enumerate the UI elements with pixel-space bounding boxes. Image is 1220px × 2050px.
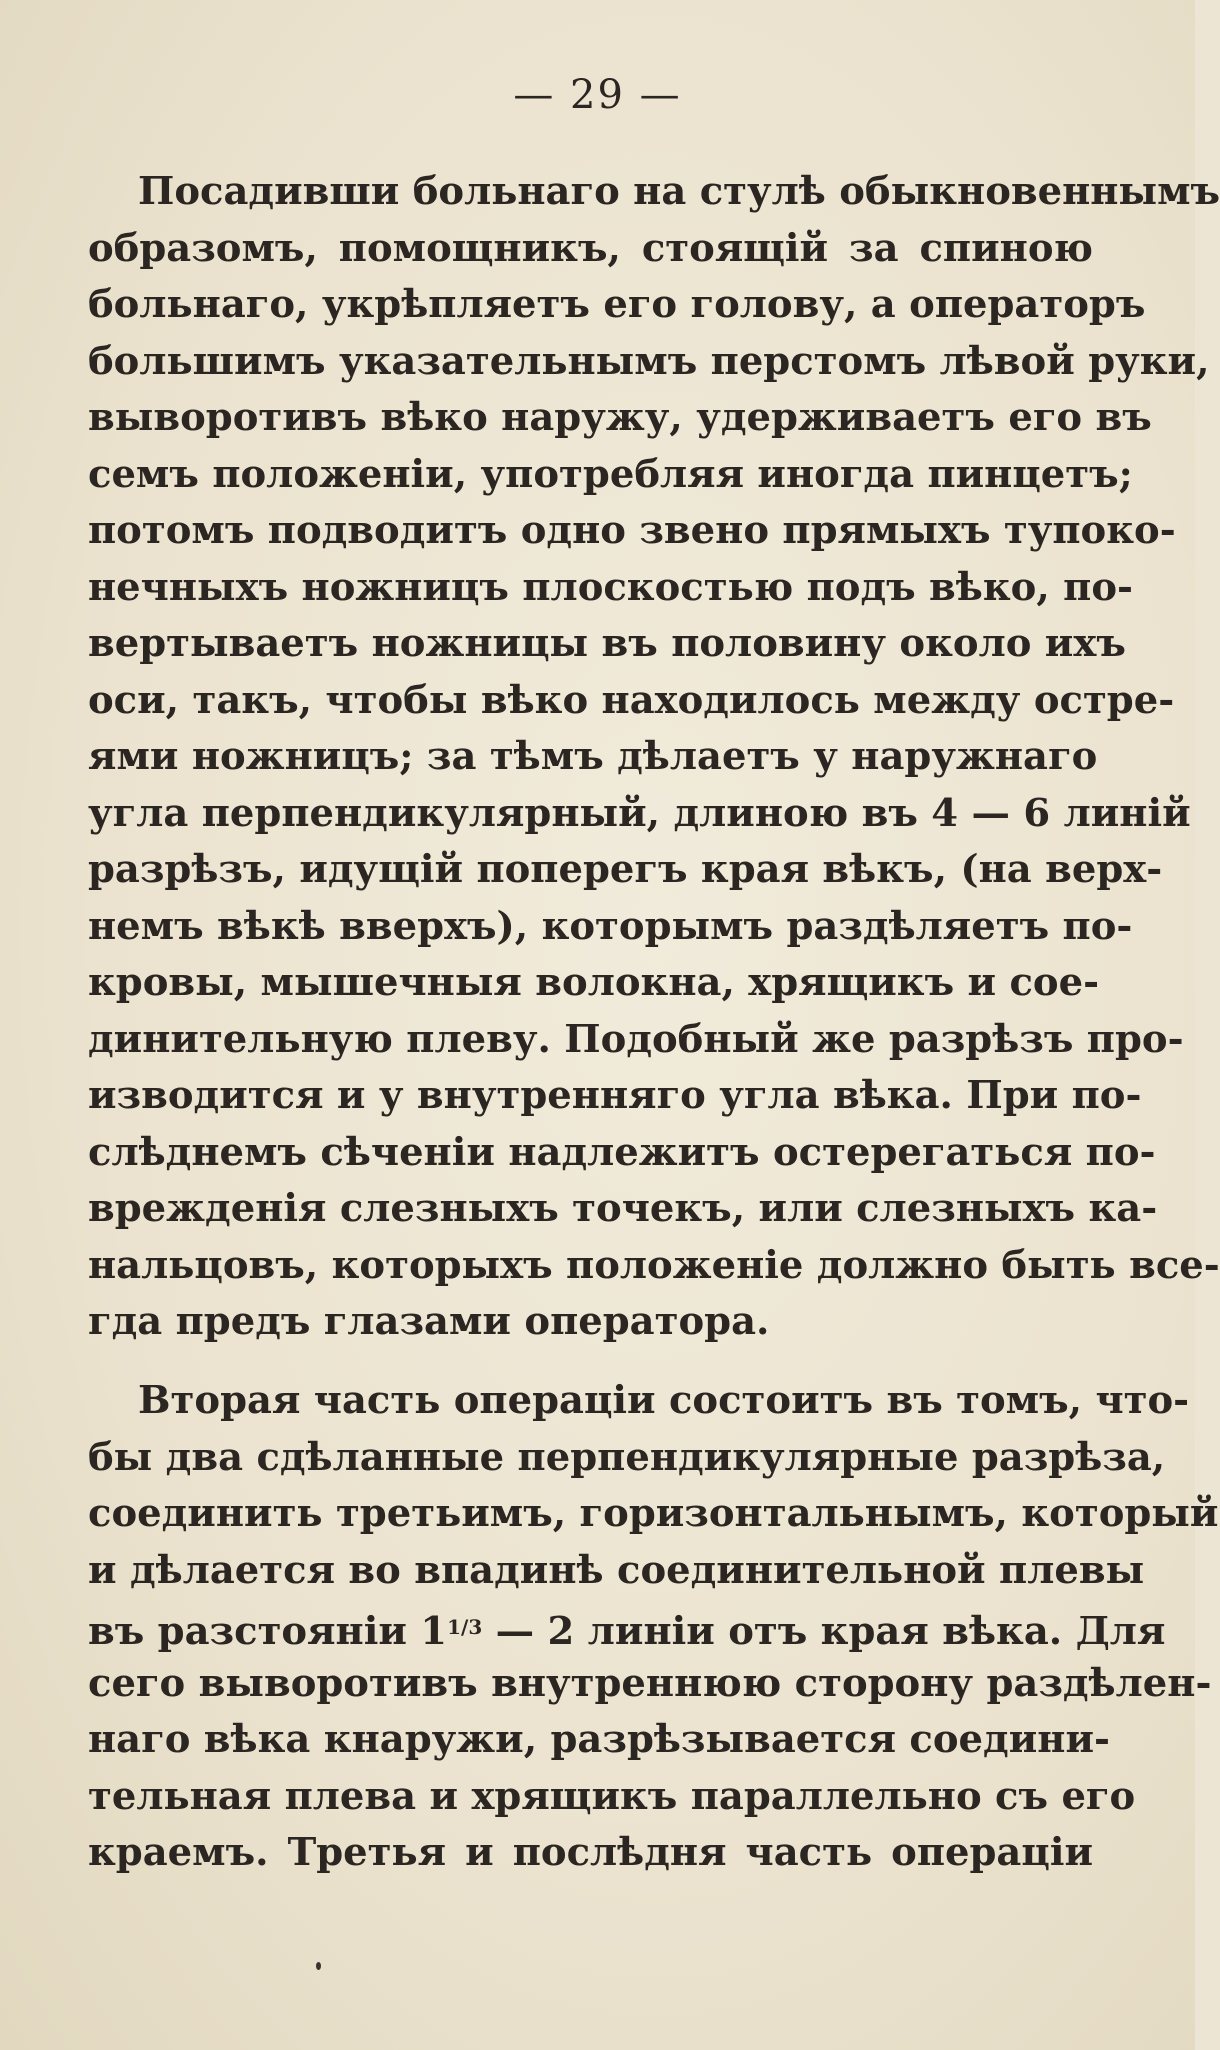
text-line: тельная плева и хрящикъ параллельно съ его (88, 1773, 1136, 1819)
paragraph-2 (88, 1373, 1219, 1882)
text-line: образомъ, помощникъ, стоящій за спиною (88, 225, 1093, 271)
text-line: ями ножницъ; за тѣмъ дѣлаетъ у наружнаго (88, 734, 1098, 779)
text-line: Посадивши больнаго на стулѣ обыкновеннымъ (138, 169, 1220, 214)
text-line: изводится и у внутренняго угла вѣка. При по- (88, 1073, 1142, 1118)
text-line: оси, такъ, чтобы вѣко находилось между остре- (88, 677, 1175, 723)
text-line: наго вѣка кнаружи, разрѣзывается соедини- (88, 1717, 1110, 1762)
text-line: кровы, мышечныя волокна, хрящикъ и сое- (88, 960, 1100, 1005)
text-line: разрѣзъ, идущій поперегъ края вѣкъ, (на верх- (88, 847, 1163, 892)
text-line-with-fraction (88, 1599, 1166, 1656)
page-number: — 29 — (513, 72, 682, 118)
ink-speck (316, 1962, 321, 1970)
text-line: врежденія слезныхъ точекъ, или слезныхъ ка- (88, 1186, 1158, 1231)
text-segment: — 2 линіи отъ края вѣка. Для (482, 1609, 1166, 1654)
text-line: нальцовъ, которыхъ положеніе должно быть все- (88, 1242, 1220, 1288)
text-line: Вторая часть операціи состоитъ въ томъ, что- (138, 1378, 1190, 1423)
text-segment: въ разстояніи 1 (88, 1609, 448, 1654)
text-line: нечныхъ ножницъ плоскостью подъ вѣко, по- (88, 564, 1134, 610)
text-line: больнаго, укрѣпляетъ его голову, а операторъ (88, 282, 1146, 327)
text-line: соединить третьимъ, горизонтальнымъ, который (88, 1491, 1219, 1536)
text-line: слѣднемъ сѣченіи надлежитъ остерегаться по- (88, 1129, 1156, 1175)
text-line: и дѣлается во впадинѣ соединительной плевы (88, 1547, 1145, 1593)
text-line: краемъ. Третья и послѣдня часть операціи (88, 1830, 1093, 1875)
paragraph-1 (88, 164, 1220, 1351)
text-line: потомъ подводитъ одно звено прямыхъ тупоко- (88, 508, 1176, 553)
text-line: динительную плеву. Подобный же разрѣзъ про- (88, 1016, 1184, 1062)
text-line: вертываетъ ножницы въ половину около ихъ (88, 621, 1126, 666)
text-line: семъ положеніи, употребляя иногда пинцетъ; (88, 451, 1133, 497)
text-line: гда предъ глазами оператора. (88, 1299, 770, 1344)
fraction: 1/3 (447, 1615, 483, 1639)
text-line: угла перпендикулярный, длиною въ 4 — 6 линій (88, 790, 1191, 836)
text-line: сего выворотивъ внутреннюю сторону раздѣлен- (88, 1660, 1212, 1706)
text-line: большимъ указательнымъ перстомъ лѣвой руки, (88, 338, 1210, 384)
text-line: немъ вѣкѣ вверхъ), которымъ раздѣляетъ по- (88, 903, 1133, 949)
text-line: выворотивъ вѣко наружу, удерживаетъ его въ (88, 395, 1152, 440)
text-line: бы два сдѣланные перпендикулярные разрѣза, (88, 1434, 1166, 1480)
